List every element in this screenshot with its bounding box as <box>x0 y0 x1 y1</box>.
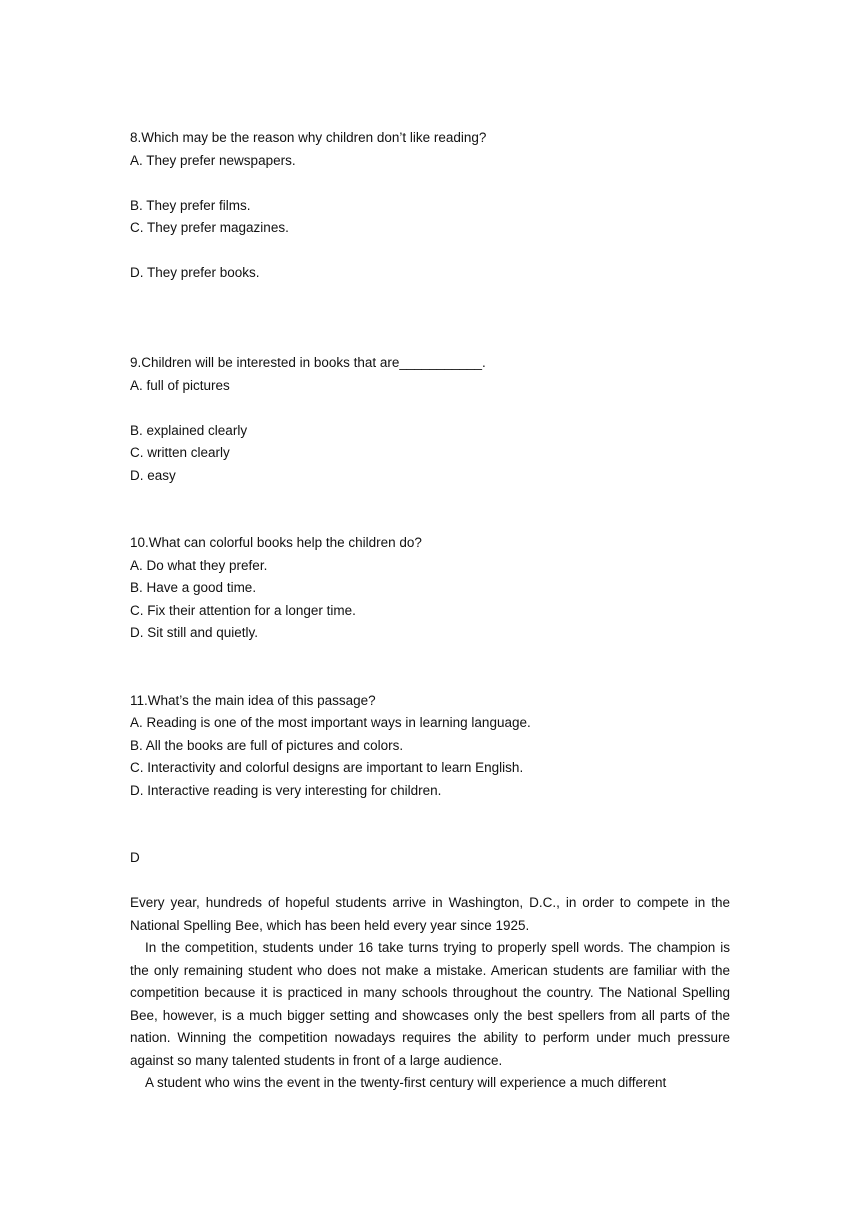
question-9-option-d: D. easy <box>130 467 176 483</box>
question-11-option-b: B. All the books are full of pictures and colors. <box>130 737 404 753</box>
question-10-option-a: A. Do what they prefer. <box>130 557 268 573</box>
question-9-stem: 9.Children will be interested in books that are___________. <box>130 355 486 370</box>
question-11-stem: 11.What’s the main idea of this passage? <box>130 692 376 708</box>
question-11-option-a: A. Reading is one of the most important ways in learning language. <box>130 715 531 730</box>
question-10-option-d: D. Sit still and quietly. <box>130 625 259 640</box>
passage-paragraph-1: Every year, hundreds of hopeful students arrive in Washington, D.C., in order to compete in the National Spelling Bee, which has been held every year since 1925. <box>130 895 730 933</box>
question-8-stem: 8.Which may be the reason why children don’t like reading? <box>130 130 487 145</box>
question-11-option-d: D. Interactive reading is very interesting for children. <box>130 782 442 798</box>
question-8-option-c: C. They prefer magazines. <box>130 220 289 235</box>
section-label: D <box>130 850 140 865</box>
question-8-option-d: D. They prefer books. <box>130 265 260 280</box>
document-page <box>130 127 730 1095</box>
question-9-option-a: A. full of pictures <box>130 377 230 393</box>
question-9-option-b: B. explained clearly <box>130 422 248 438</box>
question-9-option-c: C. written clearly <box>130 445 230 460</box>
question-8-option-a: A. They prefer newspapers. <box>130 152 296 168</box>
question-10-option-c: C. Fix their attention for a longer time. <box>130 602 356 618</box>
question-10-stem: 10.What can colorful books help the children do? <box>130 535 422 550</box>
passage-paragraph-2: In the competition, students under 16 take turns trying to properly spell words. The champion is the only remaining student who does not make a mistake. American students are familiar with the competition because it is practiced in many schools throughout the country. The National Spelling Bee, however, is a much bigger setting and showcases only the best spellers from all parts of the nation. Winning the competition nowadays requires the ability to perform under much pressure against so many talented students in front of a large audience. <box>130 940 730 1068</box>
question-11-option-c: C. Interactivity and colorful designs are important to learn English. <box>130 760 524 775</box>
question-8-option-b: B. They prefer films. <box>130 197 251 213</box>
question-10-option-b: B. Have a good time. <box>130 580 257 595</box>
passage-paragraph-3: A student who wins the event in the twenty-first century will experience a much different <box>145 1075 667 1090</box>
